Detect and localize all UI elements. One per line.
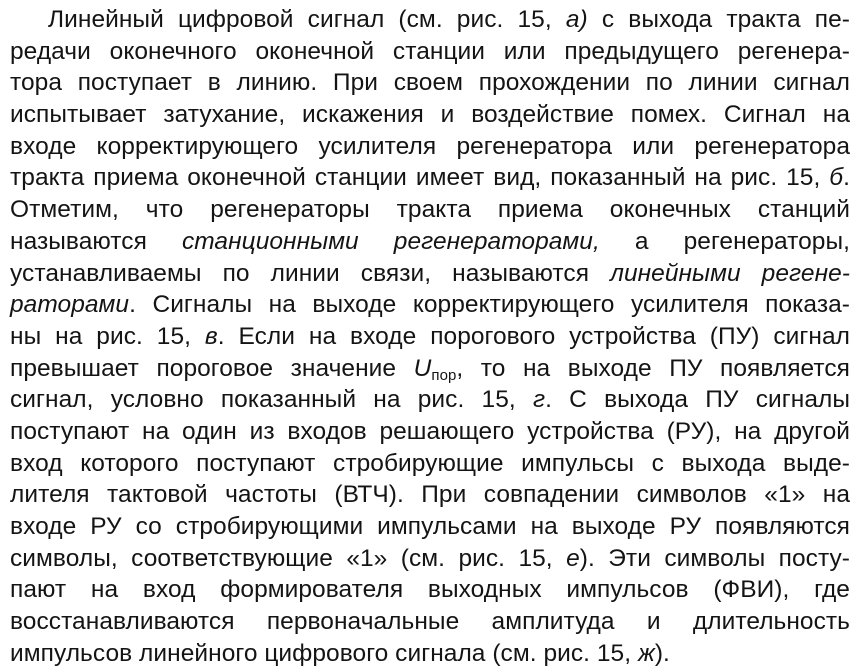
text-segment: а регенераторы, xyxy=(599,227,851,255)
text-line xyxy=(10,131,850,163)
text-line xyxy=(10,543,850,575)
text-line xyxy=(10,99,850,131)
text-segment: редачи оконечного оконечной станции или предыдущего регенера- xyxy=(10,37,850,65)
text-segment: сигнал, условно показанный на рис. 15, xyxy=(10,386,533,414)
text-line xyxy=(10,511,850,543)
italic-text: е xyxy=(566,544,580,572)
subscript-text: пор xyxy=(431,366,457,384)
text-segment: входе корректирующего усилителя регенератора или регенератора xyxy=(10,132,850,160)
text-segment: пают на вход формирователя выходных импульсов (ФВИ), где xyxy=(10,576,850,604)
text-segment: вход которого поступают стробирующие импульсы с выхода выде- xyxy=(10,449,850,477)
text-segment: тора поступает в линию. При своем прохождении по линии сигнал xyxy=(10,69,850,97)
text-segment: входе РУ со стробирующими импульсами на выходе РУ появляются xyxy=(10,513,850,540)
text-segment: с выхода тракта пе- xyxy=(587,6,850,33)
text-segment: испытывает затухание, искажения и воздействие помех. Сигнал на xyxy=(10,101,850,129)
text-segment: восстанавливаются первоначальные амплитуда и длительность xyxy=(10,608,850,636)
italic-text: в xyxy=(204,322,218,350)
text-segment: . xyxy=(843,164,850,192)
text-line xyxy=(10,321,850,353)
italic-text: станционными регенераторами, xyxy=(181,227,600,255)
text-segment: импульсов линейного цифрового сигнала (см. рис. 15, xyxy=(10,639,638,667)
text-segment: символы, соответствующие «1» (см. рис. 15, xyxy=(10,544,567,572)
text-line xyxy=(10,479,850,511)
italic-text: б xyxy=(829,164,844,192)
text-segment: тракта приема оконечной станции имеет вид, показанный на рис. 15, xyxy=(10,164,830,192)
italic-text: ж xyxy=(637,639,655,667)
text-line xyxy=(10,606,850,638)
italic-text: г xyxy=(532,386,546,414)
text-line xyxy=(10,416,850,448)
text-segment: . Сигналы на выходе корректирующего усилителя показа- xyxy=(129,291,850,319)
text-line xyxy=(10,36,850,68)
text-line xyxy=(10,353,850,385)
text-segment: ). Эти символы посту- xyxy=(579,544,850,572)
text-line xyxy=(10,226,850,258)
text-segment: ). xyxy=(654,639,670,667)
text-line xyxy=(10,4,850,36)
text-segment: ны на рис. 15, xyxy=(10,322,205,350)
text-line xyxy=(10,67,850,99)
text-segment: . С выхода ПУ сигналы xyxy=(545,386,851,414)
italic-text: раторами xyxy=(10,291,130,319)
italic-text: линейными регене- xyxy=(610,259,850,287)
italic-text: а) xyxy=(565,6,588,33)
text-line xyxy=(10,258,850,290)
document-page xyxy=(10,4,850,669)
text-segment: Линейный цифровой сигнал (см. рис. 15, xyxy=(48,6,566,33)
text-line xyxy=(10,448,850,480)
text-line xyxy=(10,638,850,670)
text-line xyxy=(10,574,850,606)
italic-text: U xyxy=(413,354,432,382)
text-line xyxy=(10,384,850,416)
text-segment: превышает пороговое значение xyxy=(10,354,414,382)
body-paragraph xyxy=(10,4,850,669)
text-segment: называются xyxy=(10,227,182,255)
text-line xyxy=(10,162,850,194)
text-segment: устанавливаемы по линии связи, называются xyxy=(10,259,611,287)
text-segment: , то на выходе ПУ появляется xyxy=(456,354,850,382)
text-segment: лителя тактовой частоты (ВТЧ). При совпадении символов «1» на xyxy=(10,481,850,509)
text-segment: . Если на входе порогового устройства (ПУ) сигнал xyxy=(217,322,851,350)
text-segment: Отметим, что регенераторы тракта приема оконечных станций xyxy=(10,196,850,224)
text-segment: поступают на один из входов решающего устройства (РУ), на другой xyxy=(10,417,850,445)
text-line xyxy=(10,194,850,226)
text-line xyxy=(10,289,850,321)
